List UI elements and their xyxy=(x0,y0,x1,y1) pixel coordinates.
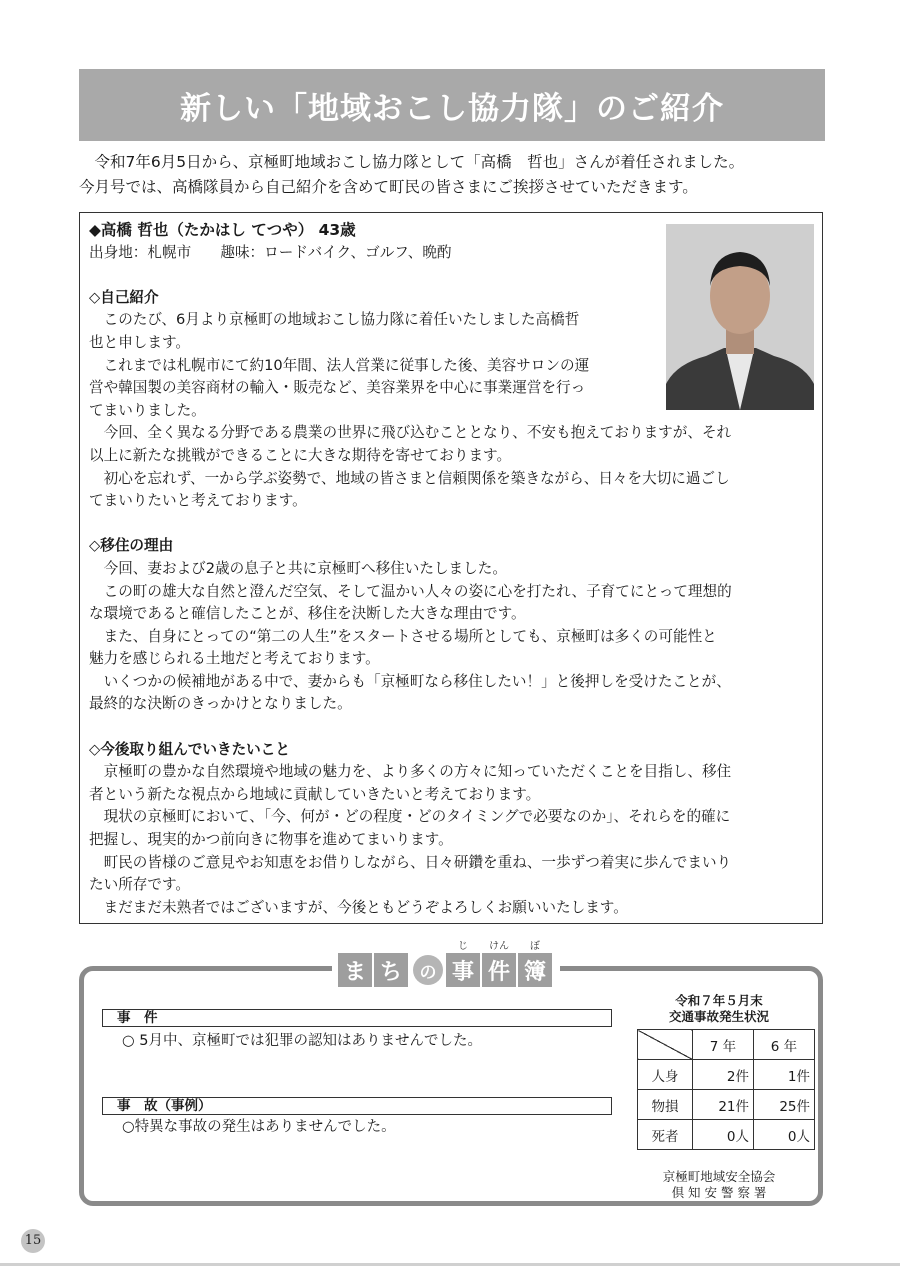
title-banner xyxy=(79,69,825,141)
body-line: 今回、妻および2歳の息子と共に京極町へ移住いたしました。 xyxy=(103,559,507,577)
cell: 2件 xyxy=(693,1060,754,1090)
profile-name: ◆高橋 哲也（たかはし てつや） 43歳 xyxy=(89,221,356,239)
crime-text: ○ 5月中、京極町では犯罪の認知はありませんでした。 xyxy=(122,1033,482,1049)
page-title: 新しい「地域おこし協力隊」のご紹介 xyxy=(180,90,724,127)
body-line: 現状の京極町において、「今、何が・どの程度・どのタイミングで必要なのか」、それらを的確に xyxy=(103,808,731,826)
body-line: 最終的な決断のきっかけとなりました。 xyxy=(89,695,352,713)
body-line: な環境であると確信したことが、移住を決断した大きな理由です。 xyxy=(89,605,526,623)
profile-origin: 出身地：札幌市 趣味：ロードバイク、ゴルフ、晩酌 xyxy=(89,243,452,261)
body-line: まだまだ未熟者ではございますが、今後ともどうぞよろしくお願いいたします。 xyxy=(103,898,628,916)
ruby: けん xyxy=(489,941,509,952)
title-tile: じ 事 xyxy=(446,953,480,987)
body-line: 京極町の豊かな自然環境や地域の魅力を、より多くの方々に知っていただくことを目指し、移住 xyxy=(103,763,732,781)
col-header: 7 年 xyxy=(693,1030,754,1060)
body-line: このたび、6月より京極町の地域おこし協力隊に着任いたしました高橋哲 xyxy=(103,311,580,329)
body-line: 今回、全く異なる分野である農業の世界に飛び込むこととなり、不安も抱えておりますが、それ xyxy=(103,424,732,442)
table-row xyxy=(638,1090,815,1120)
table-row xyxy=(638,1060,815,1090)
person-silhouette-icon xyxy=(666,224,814,410)
body-line: 者という新たな視点から地域に貢献していきたいと考えております。 xyxy=(89,785,541,803)
intro-paragraph xyxy=(79,150,839,200)
body-line: この町の雄大な自然と澄んだ空気、そして温かい人々の姿に心を打たれ、子育てにとって理想的 xyxy=(103,582,732,600)
self-intro-heading: ◇自己紹介 xyxy=(89,288,159,306)
row-label: 死者 xyxy=(638,1120,693,1150)
corner-cell xyxy=(638,1030,693,1060)
body-line: 魅力を感じられる土地だと考えております。 xyxy=(89,650,380,668)
intro-line: 令和7年6月5日から、京極町地域おこし協力隊として「高橋 哲也」さんが着任されました。 xyxy=(79,153,745,171)
cell: 0人 xyxy=(754,1120,815,1150)
body-line: てまいりました。 xyxy=(89,401,206,419)
cell: 0人 xyxy=(693,1120,754,1150)
title-tile: ぼ 簿 xyxy=(518,953,552,987)
body-line: 町民の皆様のご意見やお知恵をお借りしながら、日々研鑽を重ね、一歩ずつ着実に歩んでまいり xyxy=(103,853,732,871)
cell: 1件 xyxy=(754,1060,815,1090)
org-credits: 京極町地域安全協会 倶 知 安 警 察 署 xyxy=(662,1169,776,1200)
ruby: じ xyxy=(458,941,468,952)
table-row xyxy=(638,1120,815,1150)
incident-title xyxy=(332,941,560,987)
body-line: 営や韓国製の美容商材の輸入・販売など、美容業界を中心に事業運営を行っ xyxy=(89,379,586,397)
body-line: 把握し、現実的かつ前向きに物事を進めてまいります。 xyxy=(89,831,453,849)
crime-label: 事 件 xyxy=(102,1009,612,1027)
intro-line: 今月号では、高橋隊員から自己紹介を含めて町民の皆さまにご挨拶させていただきます。 xyxy=(79,178,698,196)
body-line: また、自身にとっての“第二の人生”をスタートさせる場所としても、京極町は多くの可能性と xyxy=(103,627,717,645)
incident-box xyxy=(79,941,823,1206)
title-tile: ま xyxy=(338,953,372,987)
row-label: 物損 xyxy=(638,1090,693,1120)
body-line: 初心を忘れず、一から学ぶ姿勢で、地域の皆さまと信頼関係を築きながら、日々を大切に過ごし xyxy=(103,469,730,487)
body-line: いくつかの候補地がある中で、妻からも「京極町なら移住したい！」と後押しを受けたことが、 xyxy=(103,672,731,690)
body-line: 以上に新たな挑戦ができることに大きな期待を寄せております。 xyxy=(89,446,512,464)
reason-heading: ◇移住の理由 xyxy=(89,537,174,555)
body-line: これまでは札幌市にて約10年間、法人営業に従事した後、美容サロンの運 xyxy=(103,356,590,374)
accident-stats-table xyxy=(637,1029,815,1150)
portrait-photo xyxy=(666,224,814,410)
bottom-rule xyxy=(0,1263,900,1266)
page-number: 15 xyxy=(21,1229,45,1253)
stats-title: 令和７年５月末 交通事故発生状況 xyxy=(668,993,769,1024)
ruby: ぼ xyxy=(530,941,540,952)
title-tile: けん 件 xyxy=(482,953,516,987)
body-line: 也と申します。 xyxy=(89,333,190,351)
accident-label: 事 故（事例） xyxy=(102,1097,612,1115)
cell: 21件 xyxy=(693,1090,754,1120)
future-heading: ◇今後取り組んでいきたいこと xyxy=(89,740,290,758)
cell: 25件 xyxy=(754,1090,815,1120)
col-header: 6 年 xyxy=(754,1030,815,1060)
body-line: てまいりたいと考えております。 xyxy=(89,492,307,510)
row-label: 人身 xyxy=(638,1060,693,1090)
accident-text: ○特異な事故の発生はありませんでした。 xyxy=(122,1119,396,1135)
title-tile: ち xyxy=(374,953,408,987)
profile-box xyxy=(79,212,823,924)
title-tile: の xyxy=(413,955,443,985)
body-line: たい所存です。 xyxy=(89,876,190,894)
